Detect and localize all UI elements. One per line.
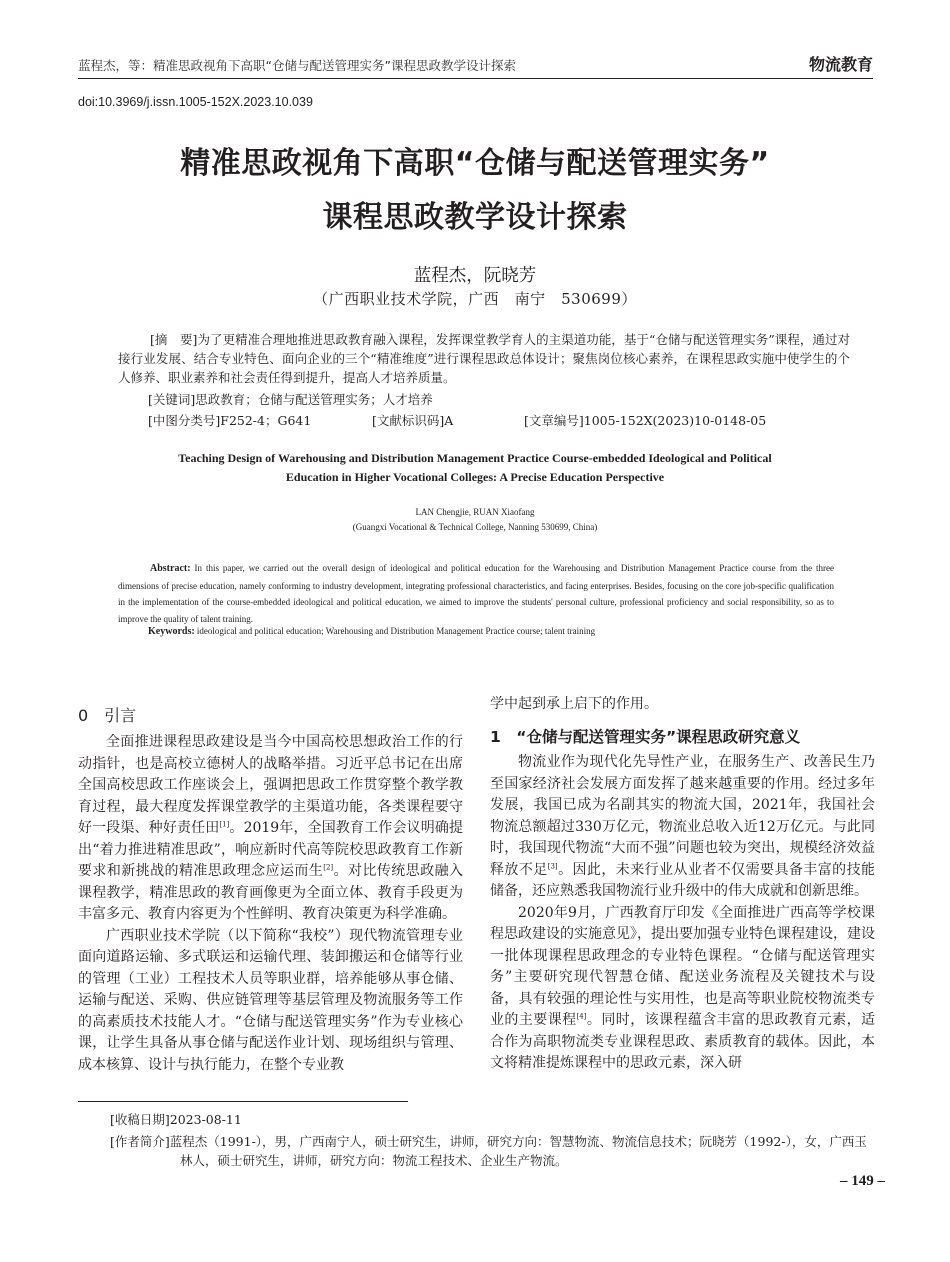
citation-2: [2] [323, 863, 334, 872]
doc-code-value: A [444, 413, 454, 428]
title-line-2: 课程思政教学设计探索 [322, 200, 628, 235]
affiliation: （广西职业技术学院，广西 南宁 530699） [313, 290, 637, 308]
clc-label: [中图分类号] [148, 413, 221, 428]
running-head: 蓝程杰，等：精准思政视角下高职“仓储与配送管理实务”课程思政教学设计探索 [78, 58, 516, 73]
bio-line-1: 蓝程杰（1991-），男，广西南宁人，硕士研究生，讲师，研究方向：智慧物流、物流信息技术；阮晓芳（1992-），女，广西玉 [169, 1134, 867, 1149]
clc-value: F252-4；G641 [220, 413, 312, 428]
received-label: [收稿日期] [110, 1112, 170, 1127]
article-no-label: [文章编号] [524, 413, 584, 428]
journal-name: 物流教育 [808, 55, 873, 74]
body-left-column [78, 732, 463, 1076]
en-title [110, 449, 840, 487]
cn-abstract-text: 为了更精准合理地推进思政教育融入课程，发挥课堂教学育人的主渠道功能，基于“仓储与配送管理实务”课程，通过对接行业发展、结合专业特色、面向企业的三个“精准维度”进行课程思政总体设计；聚焦岗位核心素养，在课程思政实施中使学生的个人修养、职业素养和社会责任得到提升，提高人才培养质量。 [118, 332, 850, 385]
doi: doi:10.3969/j.issn.1005-152X.2023.10.039 [78, 95, 313, 109]
section-heading-1: 1 “仓储与配送管理实务”课程思政研究意义 [490, 728, 801, 746]
en-keywords-text: ideological and political education; Warehousing and Distribution Management Practice course; talent training [196, 626, 596, 636]
cn-classification [148, 411, 766, 429]
en-authors: LAN Chengjie, RUAN Xiaofang [415, 507, 535, 517]
en-affiliation: (Guangxi Vocational & Technical College, Nanning 530699, China) [352, 522, 598, 532]
paragraph-4: 2020年9月，广西教育厅印发《全面推进广西高等学校课程思政建设的实施意见》，提出要加强专业特色课程建设，建设一批体现课程思政理念的专业特色课程。“仓储与配送管理实务”主要研究现代智慧仓储、配送业务流程及关键技术与设备，具有较强的理论性与实用性，也是高等职业院校物流类专业的主要课程[4]。同时，该课程蕴含丰富的思政教育元素，适合作为高职物流类专业课程思政、素质教育的载体。因此，本文将精准提炼课程中的思政元素，深入研 [490, 904, 876, 1071]
authors: 蓝程杰，阮晓芳 [413, 266, 537, 286]
en-keywords [148, 626, 595, 637]
paragraph-2: 广西职业技术学院（以下简称“我校”）现代物流管理专业面向道路运输、多式联运和运输代理、装卸搬运和仓储等行业的管理（工业）工程技术人员等职业群，培养能够从事仓储、运输与配送、采购、供应链管理等基层管理及物流服务等工作的高素质技术技能人才。“仓储与配送管理实务”作为专业核心课，让学生具备从事仓储与配送作业计划、现场组织与管理、成本核算、设计与执行能力，在整个专业教 [78, 927, 463, 1073]
paragraph-1: 全面推进课程思政建设是当今中国高校思想政治工作的行动指针，也是高校立德树人的战略举措。习近平总书记在出席全国高校思政工作座谈会上，强调把思政工作贯穿整个教学教育过程，最大程度发挥课堂教学的主渠道功能，各类课程要守好一段渠、种好责任田[1]。2019年，全国教育工作会议明确提出“着力推进精准思政”，响应新时代高等院校思政教育工作新要求和新挑战的精准思政理念应运而生[2]。对比传统思政融入课程教学，精准思政的教育画像更为全面立体、教育手段更为丰富多元、教育内容更为个性鲜明、教育决策更为科学准确。 [78, 734, 464, 922]
citation-3: [3] [547, 861, 558, 870]
en-abstract-label: Abstract: [150, 563, 191, 574]
en-abstract [118, 560, 834, 627]
paragraph-3: 物流业作为现代化先导性产业，在服务生产、改善民生乃至国家经济社会发展方面发挥了越来越重要的作用。经过多年发展，我国已成为名副其实的物流大国，2021年，我国社会物流总额超过330万亿元，物流业总收入近12万亿元。与此同时，我国现代物流“大而不强”问题也较为突出，规模经济效益释放不足[3]。因此，未来行业从业者不仅需要具备丰富的技能储备，还应熟悉我国物流行业升级中的伟大成就和创新思维。 [490, 754, 876, 899]
body-right-column [490, 752, 875, 1075]
cn-abstract [118, 330, 850, 387]
cn-keywords [148, 390, 433, 408]
cn-keywords-text: 思政教育；仓储与配送管理实务；人才培养 [195, 392, 433, 407]
title-line-1: 精准思政视角下高职“仓储与配送管理实务” [180, 146, 770, 181]
cn-abstract-label: [摘 要] [150, 332, 198, 347]
received-value: 2023-08-11 [169, 1112, 242, 1127]
article-no-value: 1005-152X(2023)10-0148-05 [583, 413, 767, 428]
cn-keywords-label: [关键词] [148, 392, 196, 407]
bio-line-2: 林人，硕士研究生，讲师，研究方向：物流工程技术、企业生产物流。 [180, 1153, 568, 1168]
en-abstract-text: In this paper, we carried out the overall design of ideological and political education for the Warehousing and Distribution Management Practice course from the three dimensions of precise education, namely conforming to industry development, integrating professional characteristics, and facing enterprises. Besides, focusing on the core job-specific qualification in the implementation of the course-embedded ideological and political education, we aimed to improve the students' personal culture, professional proficiency and social responsibility, so as to improve the quality of talent training. [118, 563, 834, 624]
en-title-line-1: Teaching Design of Warehousing and Distribution Management Practice Course-embedded Ideological and Political [178, 451, 772, 465]
doc-code-label: [文献标识码] [372, 413, 445, 428]
citation-1: [1] [219, 820, 230, 829]
author-bio [110, 1132, 872, 1170]
en-title-line-2: Education in Higher Vocational Colleges: A Precise Education Perspective [285, 470, 665, 484]
section-heading-0: 0 引言 [78, 706, 137, 725]
paragraph-2-continued: 学中起到承上启下的作用。 [490, 696, 658, 712]
received-date [110, 1110, 242, 1128]
header-rule [78, 78, 873, 79]
bio-label: [作者简介] [110, 1134, 170, 1149]
footnote-rule [78, 1101, 408, 1102]
citation-4: [4] [576, 1012, 587, 1021]
en-keywords-label: Keywords: [148, 626, 195, 637]
page-number: – 149 – [840, 1173, 885, 1189]
